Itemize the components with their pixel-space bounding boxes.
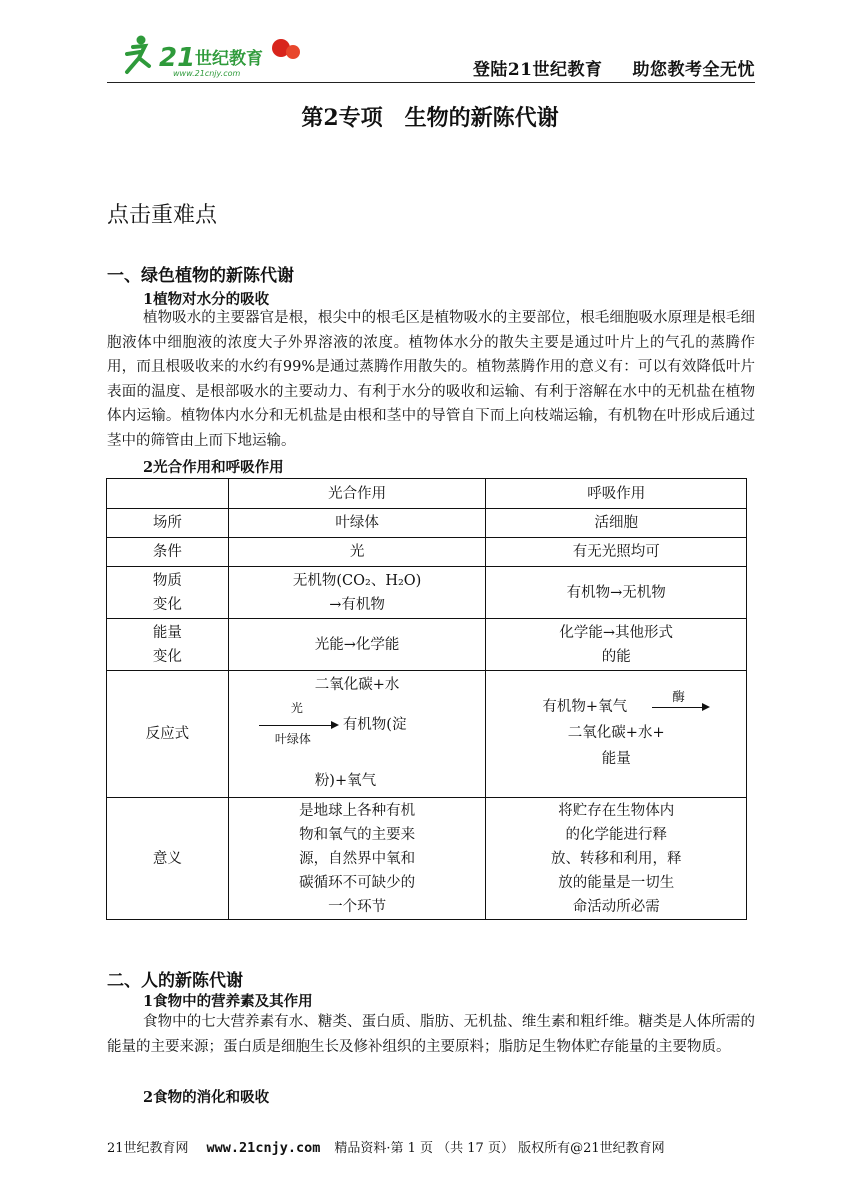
footer-info: 精品资料·第 1 页 （共 17 页） 版权所有@21世纪教育网 [334, 1141, 665, 1156]
equation-photosynthesis [228, 671, 486, 798]
row-label-condition: 条件 [107, 538, 229, 567]
energy-label-line2: 变化 [152, 648, 182, 665]
energy-photosynthesis: 光能→化学能 [228, 619, 486, 671]
resp-products-line1: 二氧化碳+水+ [567, 725, 665, 741]
resp-reaction-arrow-icon [652, 707, 708, 708]
meaning-photo-line: 源，自然界中氧和 [299, 850, 416, 867]
place-photosynthesis: 叶绿体 [228, 509, 486, 538]
table-row [107, 509, 747, 538]
row-label-matter [107, 567, 229, 619]
header-slogan [473, 55, 755, 80]
matter-label-line1: 物质 [152, 572, 182, 589]
matter-photo-line2: →有机物 [329, 596, 385, 613]
meaning-resp-line: 命活动所必需 [572, 898, 660, 915]
row-label-energy [107, 619, 229, 671]
sec1-sub2: 2光合作用和呼吸作用 [143, 459, 284, 476]
energy-resp-line1: 化学能→其他形式 [559, 624, 674, 641]
page-header [107, 30, 755, 83]
matter-respiration: 有机物→无机物 [486, 567, 747, 619]
page-footer [107, 1137, 665, 1156]
table-row [107, 798, 747, 920]
condition-respiration: 有无光照均可 [486, 538, 747, 567]
row-label-equation: 反应式 [107, 671, 229, 798]
energy-respiration [486, 619, 747, 671]
sec2-sub2: 2食物的消化和吸收 [143, 1089, 270, 1106]
resp-products-line2: 能量 [601, 751, 631, 767]
table-row [107, 619, 747, 671]
meaning-resp-line: 放的能量是一切生 [558, 874, 675, 891]
matter-photosynthesis [228, 567, 486, 619]
meaning-resp-line: 将贮存在生物体内 [558, 802, 675, 819]
photo-condition-chloroplast: 叶绿体 [274, 732, 311, 746]
energy-resp-line2: 的能 [601, 648, 631, 665]
table-header-row [107, 479, 747, 509]
section-heading: 点击重难点 [107, 203, 218, 228]
site-logo [113, 32, 313, 80]
meaning-resp-line: 的化学能进行释 [565, 826, 667, 843]
comparison-table [106, 478, 747, 920]
table-row [107, 671, 747, 798]
row-label-meaning: 意义 [107, 798, 229, 920]
svg-text:世纪教育: 世纪教育 [195, 49, 263, 69]
resp-reactants: 有机物+氧气 [542, 699, 628, 715]
place-respiration: 活细胞 [486, 509, 747, 538]
photo-condition-light: 光 [290, 701, 303, 715]
condition-photosynthesis: 光 [228, 538, 486, 567]
footer-site: 21世纪教育网 [107, 1141, 189, 1156]
energy-label-line1: 能量 [152, 624, 182, 641]
photo-reactants: 二氧化碳+水 [314, 677, 400, 693]
meaning-photo-line: 是地球上各种有机 [299, 802, 416, 819]
title-part2: 生物的新陈代谢 [404, 105, 559, 131]
row-label-place: 场所 [107, 509, 229, 538]
svg-text:21: 21 [159, 43, 196, 73]
sec2-heading: 二、人的新陈代谢 [107, 971, 243, 991]
photo-reaction-arrow-icon [259, 725, 337, 726]
sec1-sub1: 1植物对水分的吸收 [143, 291, 270, 308]
sec2-sub1: 1食物中的营养素及其作用 [143, 993, 313, 1010]
meaning-photo-line: 一个环节 [328, 898, 387, 915]
page-title [0, 101, 860, 132]
matter-label-line2: 变化 [152, 596, 182, 613]
col-header-respiration: 呼吸作用 [486, 479, 747, 509]
slogan-right: 助您教考全无忧 [632, 60, 755, 80]
sec2-paragraph: 食物中的七大营养素有水、糖类、蛋白质、脂肪、无机盐、维生素和粗纤维。糖类是人体所需的能量的主要来源；蛋白质是细胞生长及修补组织的主要原料；脂肪足生物体贮存能量的主要物质。 [107, 1014, 755, 1055]
table-corner-cell [107, 479, 229, 509]
resp-condition-enzyme: 酶 [672, 689, 685, 704]
meaning-resp-line: 放、转移和利用，释 [550, 850, 682, 867]
equation-respiration [486, 671, 747, 798]
title-part1: 第2专项 [301, 105, 383, 131]
table-row [107, 567, 747, 619]
col-header-photosynthesis: 光合作用 [228, 479, 486, 509]
table-row [107, 538, 747, 567]
sec1-paragraph: 植物吸水的主要器官是根，根尖中的根毛区是植物吸水的主要部位，根毛细胞吸水原理是根毛细胞液体中细胞液的浓度大子外界溶液的浓度。植物体水分的散失主要是通过叶片上的气孔的蒸腾作用，而且根吸收来的水约有99%是通过蒸腾作用散失的。植物蒸腾作用的意义有：可以有效降低叶片表面的温度、是根部吸水的主要动力、有利于水分的吸收和运输、有利于溶解在水中的无机盐在植物体内运输。植物体内水分和无机盐是由根和茎中的导管自下而上向枝端运输，有机物在叶形成后通过茎中的筛管由上而下地运输。 [107, 310, 755, 449]
photo-product: 有机物(淀 [342, 717, 407, 733]
slogan-left: 登陆21世纪教育 [472, 60, 603, 80]
meaning-photo-line: 物和氧气的主要来 [299, 826, 416, 843]
meaning-respiration [486, 798, 747, 920]
photo-product-end: 粉)+氧气 [314, 773, 377, 789]
matter-photo-line1: 无机物(CO₂、H₂O) [292, 572, 422, 589]
meaning-photosynthesis [228, 798, 486, 920]
logo-url: www.21cnjy.com [173, 69, 241, 78]
meaning-photo-line: 碳循环不可缺少的 [299, 874, 416, 891]
footer-url[interactable]: www.21cnjy.com [206, 1140, 321, 1156]
sec1-heading: 一、绿色植物的新陈代谢 [107, 266, 294, 286]
